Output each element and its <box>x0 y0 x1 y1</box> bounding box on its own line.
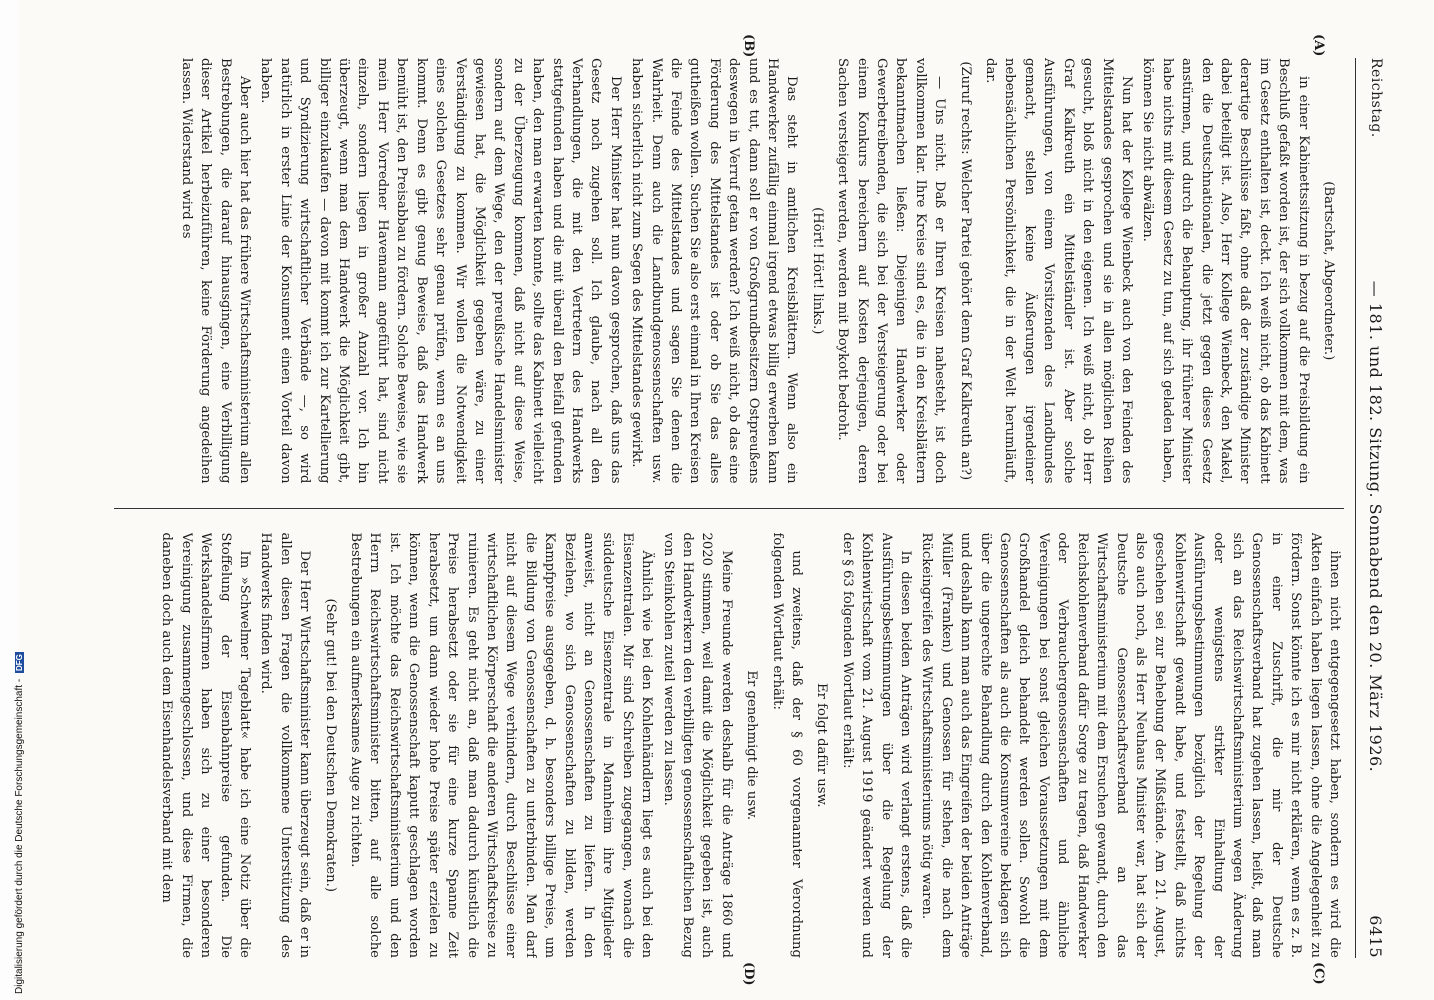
paragraph: Im »Schwelmer Tageblatt« habe ich eine Notiz über die Stoffelung der Eisenbahnpreise gefunden. Die Werkshandelsfirmen haben sich zu einer besonderen Vereinigung zusammengeschlossen, und diese Firmen, die daneben doch auch dem Eisenhandelsverband mit dem <box>159 532 253 958</box>
margin-mark-a: (A) <box>1311 34 1326 57</box>
page-header <box>1356 58 1396 958</box>
paragraph: Der Herr Wirtschaftsminister kann überzeugt sein, daß er in allen diesen Fragen die vollkommene Unterstützung des Handwerks finden wird. <box>258 532 313 958</box>
paragraph: In diesen beiden Anträgen wird verlangt erstens, daß die Ausführungsbestimmungen über die Regelung der Kohlenwirtschaft vom 21. August 1919 geändert werden und der § 63 folgenden Wortlaut erhält: <box>839 532 914 958</box>
paragraph: Der Herr Minister hat nun davon gesprochen, daß uns das Gesetz noch zugehen soll. Ich glaube, nach all den Verhandlungen, die mit den Vertretern des Handwerks stattgefunden haben und die mit überall den Beifall gefunden haben, den man erwarten konnte, sollte das Kabinett vielleicht zu der Überzeugung kommen, daß nicht auf diese Weise, sondern auf dem Wege, den der preußische Handelsminister gewiesen hat, die Möglichkeit gegeben wäre, zu einer Verständigung zu kommen. Wir wollen die Notwendigkeit eines solchen Gesetzes sehr genau prüfen, wenn es an uns kommt. Denn es gibt genug Beweise, daß das Handwerk bemüht ist, den Preisabbau zu fördern. Solche Beweise, wie sie mein Herr Vorredner Havemann angeführt hat, sind nicht einzeln, sondern liegen in großer Anzahl vor. Ich bin überzeugt, wenn man dem Handwerk die Möglichkeit gibt, billiger einzukaufen — davon mit kommt ich zur Kartellierung und Syndizierung wirtschaftlicher Verbände —, so wird natürlich in erster Linie der Konsument einen Vorteil davon haben. <box>258 58 623 484</box>
paragraph: Aber auch hier hat das frühere Wirtschaftsministerium allen Bestrebungen, die darauf hinausgingen, eine Verbilligung dieser Artikel herbeizuführen, keine Förderung angedeihen lassen. Widerstand wird es <box>178 58 253 484</box>
header-session: — 181. und 182. Sitzung. Sonnabend den 20. März 1926. <box>1366 280 1386 773</box>
paragraph: Er folgt dafür usw. <box>814 683 830 808</box>
paragraph: in einer Kabinettssitzung in bezug auf die Preisbildung ein Beschluß gefaßt worden ist, der sich vollkommen mit dem, was im Gesetz enthalten ist, deckt. Ich weiß nicht, ob das Kabinett derartige Beschlüsse faßt, ohne daß der zuständige Minister dabei beteiligt ist. Also, Herr Kollege Wienbeck, den Makel, den die Deutschnationalen, die jetzt gegen dieses Gesetz anstürmen, und durch die Behauptung, ihr früherer Minister habe nichts mit diesem Gesetz zu tun, auf sich geladen haben, können Sie nicht abwälzen. <box>1140 58 1311 484</box>
margin-mark-b: (B) <box>741 34 756 58</box>
column-left <box>114 58 1344 484</box>
dfg-logo: DFG <box>15 654 24 672</box>
paragraph: Meine Freunde werden deshalb für die Anträge 1860 und 2020 stimmen, weil damit die Möglichkeit gegeben ist, auch den Handwerkern den verbilligten genossenschaftlichen Bezug von Steinkohlen zuteil werden zu lassen. <box>660 532 734 958</box>
paragraph: Nun hat der Kollege Wienbeck auch von den Feinden des Mittelstandes gesprochen und sie in allen möglichen Reihen gesucht, bloß nicht in den eigenen. Ich weiß nicht, ob Herr Graf Kalkreuth ein Mittelständler ist. Aber solche Ausführungen, von einem Vorsitzenden des Landbundes gemacht, stellen keine Äußerungen irgendeiner nebensächlichen Persönlichkeit, die in der Welt herumläuft, dar. <box>983 58 1134 484</box>
margin-mark-d: (D) <box>741 962 756 986</box>
header-left: Reichstag. <box>1368 58 1384 138</box>
paragraph: (Zuruf rechts: Welcher Partei gehört denn Graf Kalkreuth an?) <box>957 61 973 481</box>
margin-mark-c: (C) <box>1311 962 1326 985</box>
paragraph: Er genehmigt die usw. <box>744 670 760 821</box>
digitization-footer <box>0 0 25 1000</box>
scanned-page <box>18 0 1434 1000</box>
page-number: 6415 <box>1366 915 1386 958</box>
footer-text-wrap <box>14 652 25 994</box>
column-right <box>114 533 1344 959</box>
paragraph: ihnen nicht entgegengesetzt haben, sondern es wird die Akten einfach haben liegen lassen, ohne die Angelegenheit zu fördern. Sonst könnte ich es mir nicht erklären, wenn es z. B. in einer Zuschrift, die mir der Deutsche Genossenschaftsverband hat zugehen lassen, heißt, daß man sich an das Reichswirtschaftsministerium wegen Änderung oder wenigstens strikter Einhaltung der Ausführungsbestimmungen bezüglich der Regelung der Kohlenwirtschaft gewandt habe, und feststellt, daß nichts geschehen sei zur Behebung der Mißstände. Am 21. August, also auch noch, als Herr Neuhaus Minister war, hat sich der Deutsche Genossenschaftsverband an das Wirtschaftsministerium mit dem Ersuchen gewandt, durch den Reichskohlenverband dafür Sorge zu tragen, daß Handwerker oder Verbrauchergenossenschaften und ähnliche Vereinigungen bei sonst gleichen Voraussetzungen mit dem Großhandel gleich behandelt werden sollen. Sowohl die Genossenschaften als auch die Konsumvereine beklagen sich über die ungerechte Behandlung durch den Kohlenverband, und deshalb kann man auch das Eingreifen der beiden Anträge Müller (Franken) und Genossen für stehen, die nach dem Rückeingreifen des Wirtschaftsministeriums nötig waren. <box>919 532 1342 958</box>
paragraph: Das steht in amtlichen Kreisblättern. Wenn also ein Handwerker zufällig einmal irgend etwas billig erwerben kann und es tut, dann soll er von Großgrundbesitzern Ostpreußens deswegen in Verruf getan werden? Ich weiß nicht, ob das eine Förderung des Mittelstandes ist oder ob Sie das alles gutheißen wollen. Suchen Sie also erst einmal in Ihren Kreisen die Feinde des Mittelstandes und sagen Sie denen die Wahrheit. Denn auch die Landbundgenossenschaften usw. haben sicherlich nicht zum Segen des Mittelstandes gewirkt. <box>629 58 800 484</box>
text-columns <box>114 58 1344 958</box>
paragraph: — Uns nicht. Daß er Ihren Kreisen nahesteht, ist doch vollkommen klar. Ihre Kreise sind es, die in den Kreisblättern bekanntmachen ließen: Diejenigen Handwerker oder Gewerbetreibenden, die sich bei der Versteigerung oder bei einem Konkurs bereichern auf Kosten derjenigen, deren Sachen versteigert werden, werden mit Boykott bedroht. <box>835 58 948 484</box>
paragraph: Ähnlich wie bei den Kohlenhändlern liegt es auch bei den Eisenzentralen. Mir sind Schreiben zugegangen, wonach die süddeutsche Eisenzentrale in Mannheim ihre Mitglieder anweist, nicht an Genossenschaften zu liefern. In den Beziehen, wo sich Genossenschaften zu bilden, werden Kampfpreise ausgegeben, d. h. besonders billige Preise, um die Bildung von Genossenschaften zu unterbinden. Man darf nicht auf diesem Wege verhindern, durch Beschlüsse einer wirtschaftlichen Körperschaft die anderen Wirtschaftskreise zu ruinieren. Es geht nicht an, daß man dadurch künstlich die Preise herabsetzt oder sie für eine kurze Spanne Zeit herabsetzt, um dann wieder hohe Preise später erzielen zu können, wenn die Genossenschaft kaputt geschlagen worden ist. Ich möchte das Reichswirtschaftsministerium und den Herrn Reichswirtschaftsminister bitten, auf alle solche Bestrebungen ein aufmerksames Auge zu richten. <box>348 532 655 958</box>
column-divider <box>114 508 1344 509</box>
header-rule <box>1355 58 1356 958</box>
footer-text: Digitalisierung gefördert durch die Deutsche Forschungsgemeinschaft - <box>14 678 25 994</box>
paragraph: (Sehr gut! bei den Deutschen Demokraten.) <box>322 598 338 892</box>
rotated-page-content <box>96 34 1396 986</box>
paragraph: und zweitens, daß der § 60 vorgenannter Verordnung folgenden Wortlaut erhält: <box>769 532 805 958</box>
paragraph: (Bartschat, Abgeordneter.) <box>1321 181 1336 361</box>
paragraph: (Hört! Hört! links.) <box>809 207 825 335</box>
